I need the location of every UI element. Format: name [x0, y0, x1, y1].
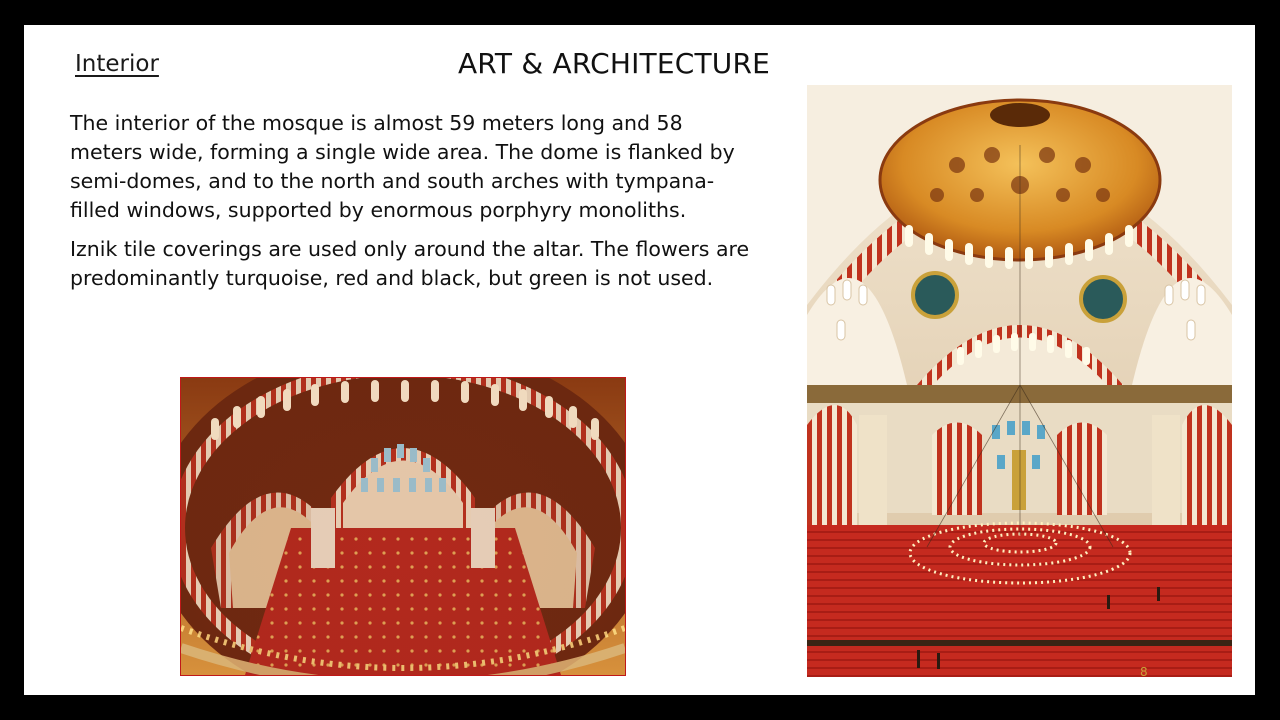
slide	[24, 25, 1255, 695]
mosque-overhead-photo	[180, 377, 626, 676]
body-text	[70, 109, 750, 303]
mosque-dome-illustration	[807, 85, 1232, 677]
mosque-overhead-illustration	[181, 378, 625, 675]
mosque-dome-photo	[807, 85, 1232, 677]
paragraph-tiles: Iznik tile coverings are used only around the altar. The flowers are predominantly turquoise, red and black, but green is not used.	[70, 237, 750, 290]
slide-title: ART & ARCHITECTURE	[457, 47, 771, 80]
page-number: 8	[1140, 665, 1148, 679]
paragraph-dimensions: The interior of the mosque is almost 59 meters long and 58 meters wide, forming a single wide area. The dome is flanked by semi-domes, and to the north and south arches with tympana-filled windows, supported by enormous porphyry monoliths.	[70, 111, 735, 222]
section-label: Interior	[75, 51, 159, 77]
